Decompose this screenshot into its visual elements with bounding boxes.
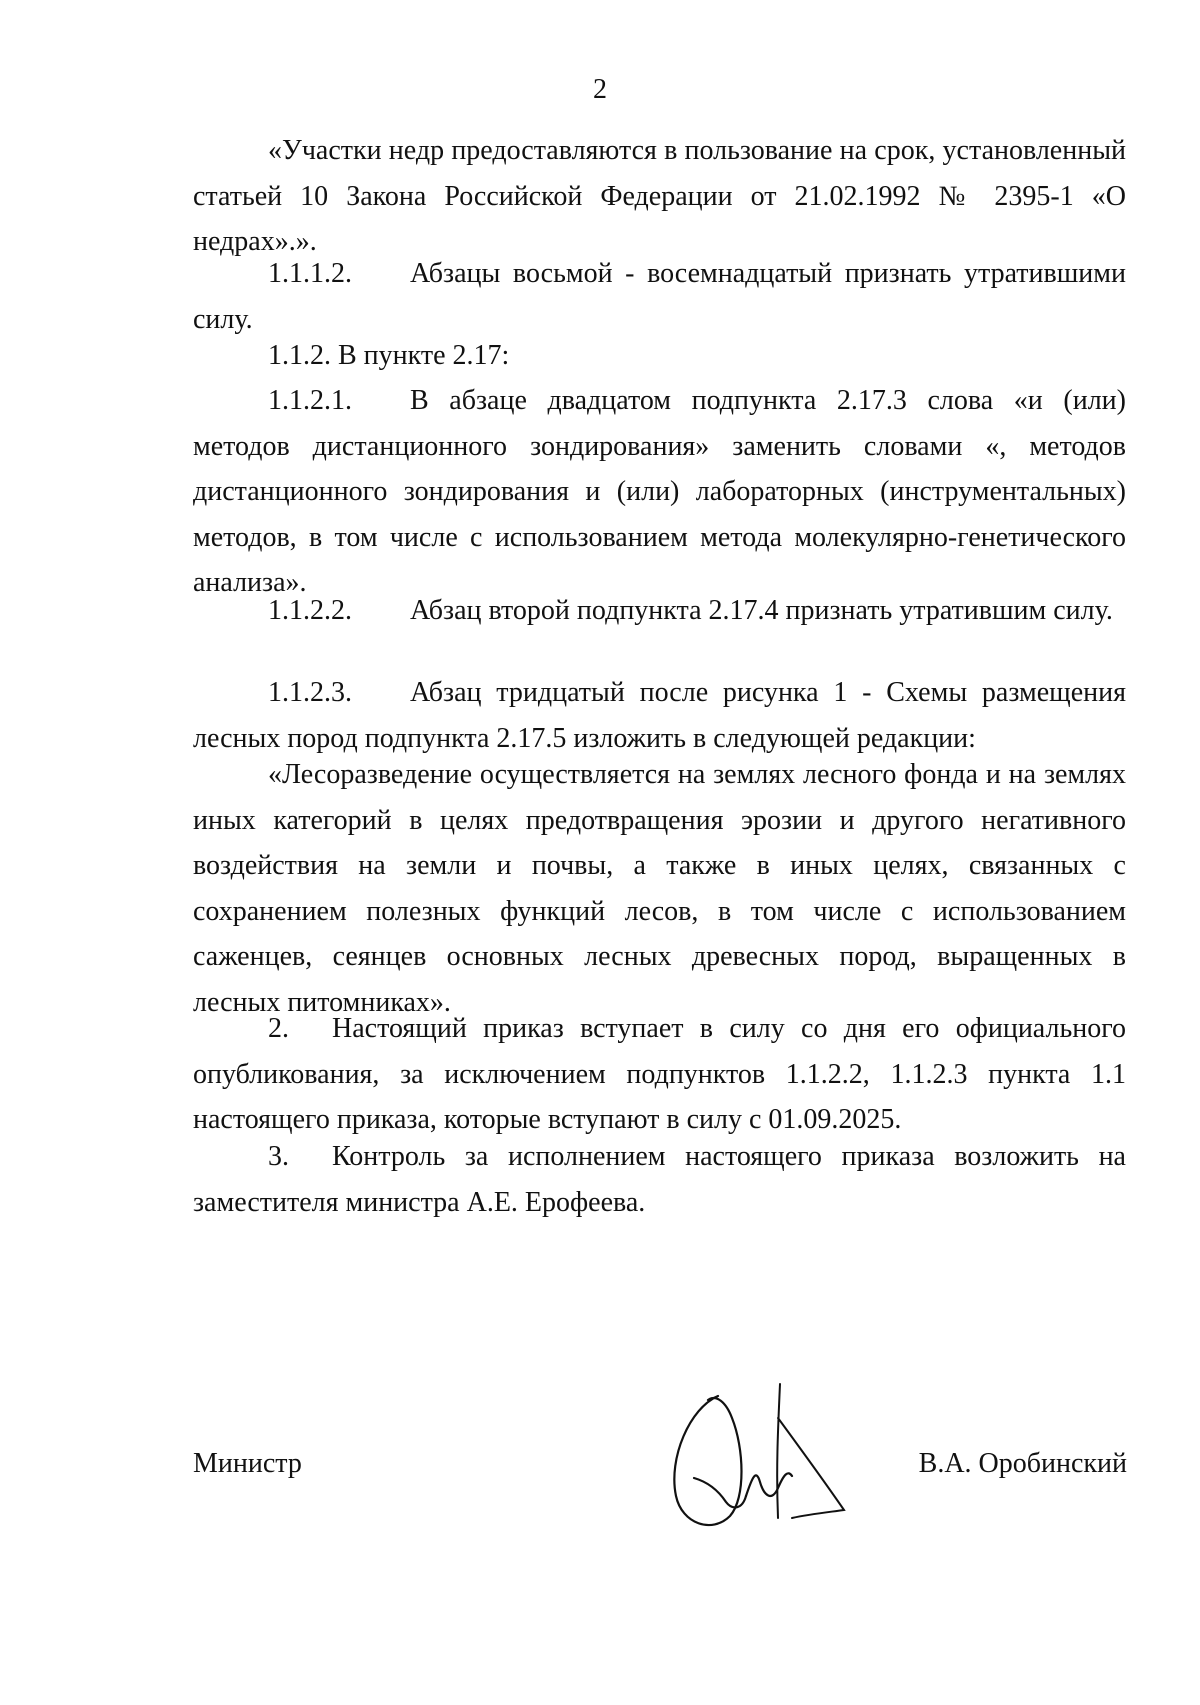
paragraph-text: Абзац тридцатый после рисунка 1 - Схемы размещения лесных пород подпункта 2.17.5 изложить в следующей редакции: (193, 677, 1126, 754)
page-number: 2 (593, 74, 607, 105)
paragraph-1-1-2-2 (193, 588, 1126, 634)
clause-number: 1.1.2.1. (268, 385, 352, 416)
handwritten-signature-icon (660, 1378, 890, 1538)
paragraph-text: 1.1.2. В пункте 2.17: (268, 340, 510, 371)
paragraph-1-1-2 (193, 333, 1126, 379)
paragraph-3 (193, 1134, 1126, 1225)
paragraph-2 (193, 1006, 1126, 1143)
clause-number: 3. (268, 1141, 289, 1172)
signatory-name: В.А. Оробинский (918, 1448, 1127, 1479)
clause-number: 1.1.1.2. (268, 258, 352, 289)
clause-number: 1.1.2.2. (268, 595, 352, 626)
paragraph-1-1-1-2 (193, 251, 1126, 342)
clause-number: 2. (268, 1013, 289, 1044)
paragraph-1-1-2-1 (193, 378, 1126, 606)
signature-block (0, 1448, 1200, 1488)
clause-number: 1.1.2.3. (268, 677, 352, 708)
paragraph-text: «Участки недр предоставляются в пользование на срок, установленный статьей 10 Закона Российской Федерации от 21.02.1992 № 2395-1 «О недрах».». (193, 135, 1126, 257)
paragraph-text: «Лесоразведение осуществляется на землях лесного фонда и на землях иных категорий в целях предотвращения эрозии и другого негативного воздействия на земли и почвы, а также в иных целях, связанных с сохранением полезных функций лесов, в том числе с использованием саженцев, сеянцев основных лесных древесных пород, выращенных в лесных питомниках». (193, 759, 1126, 1018)
paragraph-text: Абзац второй подпункта 2.17.4 признать утратившим силу. (410, 595, 1113, 626)
paragraph-1-1-2-3 (193, 670, 1126, 761)
paragraph-text: В абзаце двадцатом подпункта 2.17.3 слова «и (или) методов дистанционного зондирования» заменить словами «, методов дистанционного зондирования и (или) лабораторных (инструментальных) методов, в том числе с использованием метода молекулярно-генетического анализа». (193, 385, 1126, 598)
paragraph-quote-subsoil (193, 128, 1126, 265)
signatory-title: Министр (193, 1448, 302, 1479)
paragraph-text: Настоящий приказ вступает в силу со дня его официального опубликования, за исключением подпунктов 1.1.2.2, 1.1.2.3 пункта 1.1 настоящего приказа, которые вступают в силу с 01.09.2025. (193, 1013, 1126, 1135)
paragraph-text: Контроль за исполнением настоящего приказа возложить на заместителя министра А.Е. Ерофеева. (193, 1141, 1126, 1218)
paragraph-text: Абзацы восьмой - восемнадцатый признать утратившими силу. (193, 258, 1126, 335)
paragraph-quote-afforestation (193, 752, 1126, 1025)
